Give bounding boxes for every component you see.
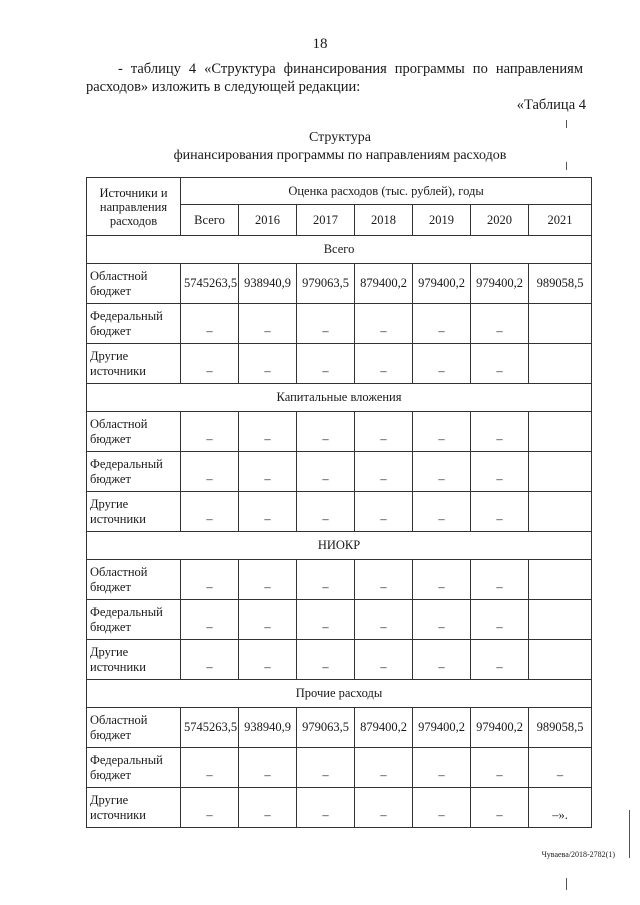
table-row <box>87 492 592 532</box>
value-cell <box>529 492 592 532</box>
scan-mark <box>566 878 567 890</box>
value-cell: – <box>471 600 529 640</box>
value-cell <box>529 412 592 452</box>
footer-code: Чуваева/2018-2782(1) <box>541 850 615 859</box>
value-cell: – <box>355 412 413 452</box>
table-row <box>87 560 592 600</box>
value-cell: – <box>355 492 413 532</box>
section-title: Всего <box>87 236 592 264</box>
value-cell: – <box>413 600 471 640</box>
year-column-header: 2016 <box>239 205 297 236</box>
value-cell: – <box>355 788 413 828</box>
year-column-header: 2017 <box>297 205 355 236</box>
value-cell: – <box>413 452 471 492</box>
value-cell: – <box>413 640 471 680</box>
table-row <box>87 708 592 748</box>
value-cell: 938940,9 <box>239 264 297 304</box>
value-cell: – <box>355 640 413 680</box>
value-cell: – <box>355 560 413 600</box>
row-label: Областной бюджет <box>87 412 181 452</box>
value-cell: – <box>413 304 471 344</box>
value-cell: – <box>413 344 471 384</box>
financing-table <box>86 177 592 828</box>
value-cell: 979400,2 <box>471 708 529 748</box>
value-cell: – <box>471 412 529 452</box>
value-cell <box>529 560 592 600</box>
row-label: Областной бюджет <box>87 708 181 748</box>
value-cell: 879400,2 <box>355 264 413 304</box>
value-cell: – <box>471 492 529 532</box>
section-title: НИОКР <box>87 532 592 560</box>
table-reference: «Таблица 4 <box>516 97 586 113</box>
row-label: Областной бюджет <box>87 560 181 600</box>
scan-mark <box>566 120 567 128</box>
value-cell: – <box>471 304 529 344</box>
table-row <box>87 452 592 492</box>
value-cell: 5745263,5 <box>181 264 239 304</box>
value-cell: – <box>239 640 297 680</box>
value-cell: – <box>181 600 239 640</box>
value-cell: – <box>297 560 355 600</box>
value-cell: – <box>239 748 297 788</box>
value-cell: 989058,5 <box>529 708 592 748</box>
page-number: 18 <box>312 36 328 52</box>
value-cell: – <box>297 412 355 452</box>
value-cell <box>529 452 592 492</box>
value-cell: – <box>181 748 239 788</box>
value-cell: – <box>181 452 239 492</box>
table-row <box>87 344 592 384</box>
value-cell: – <box>471 640 529 680</box>
value-cell: – <box>529 748 592 788</box>
value-cell: – <box>297 748 355 788</box>
value-cell: – <box>297 600 355 640</box>
value-cell: – <box>355 600 413 640</box>
value-cell: 979400,2 <box>471 264 529 304</box>
year-column-header: Всего <box>181 205 239 236</box>
section-row <box>87 680 592 708</box>
table-row <box>87 412 592 452</box>
value-cell: – <box>413 748 471 788</box>
value-cell: –». <box>529 788 592 828</box>
value-cell: – <box>181 640 239 680</box>
value-cell: – <box>297 492 355 532</box>
table-row <box>87 304 592 344</box>
row-label: Другие источники <box>87 492 181 532</box>
value-cell: – <box>239 452 297 492</box>
section-row <box>87 532 592 560</box>
table-title-line-1: Структура <box>308 130 372 145</box>
value-cell: – <box>413 560 471 600</box>
table-row <box>87 640 592 680</box>
row-label: Федеральный бюджет <box>87 748 181 788</box>
value-cell: – <box>297 788 355 828</box>
year-column-header: 2021 <box>529 205 592 236</box>
scan-mark <box>566 162 567 170</box>
table-row <box>87 748 592 788</box>
value-cell: – <box>181 492 239 532</box>
value-cell: – <box>181 788 239 828</box>
value-cell: 979063,5 <box>297 708 355 748</box>
source-column-header: Источники и направления расходов <box>87 178 181 236</box>
value-cell: – <box>297 640 355 680</box>
value-cell: 979400,2 <box>413 708 471 748</box>
row-label: Другие источники <box>87 788 181 828</box>
value-cell: – <box>239 600 297 640</box>
section-title: Капитальные вложения <box>87 384 592 412</box>
value-cell: – <box>239 492 297 532</box>
value-cell <box>529 600 592 640</box>
year-column-header: 2019 <box>413 205 471 236</box>
value-cell: – <box>297 344 355 384</box>
value-cell: 979400,2 <box>413 264 471 304</box>
row-label: Федеральный бюджет <box>87 304 181 344</box>
intro-paragraph: - таблицу 4 «Структура финансирования программы по направлениям расходов» изложить в следующей редакции: <box>86 61 583 95</box>
value-cell: – <box>181 304 239 344</box>
value-cell: – <box>471 452 529 492</box>
value-cell: – <box>355 748 413 788</box>
table-row <box>87 788 592 828</box>
year-column-header: 2018 <box>355 205 413 236</box>
value-cell: – <box>413 412 471 452</box>
table-title-line-2: финансирования программы по направлениям расходов <box>173 148 507 163</box>
value-cell: – <box>181 344 239 384</box>
value-cell: – <box>355 304 413 344</box>
table-body <box>87 236 592 828</box>
scan-mark <box>629 810 630 858</box>
value-cell: 979063,5 <box>297 264 355 304</box>
value-cell: 989058,5 <box>529 264 592 304</box>
table-header-row <box>87 178 592 205</box>
value-cell: – <box>297 452 355 492</box>
value-cell: – <box>413 492 471 532</box>
value-cell: 879400,2 <box>355 708 413 748</box>
table-row <box>87 600 592 640</box>
section-row <box>87 236 592 264</box>
value-cell <box>529 304 592 344</box>
value-cell <box>529 640 592 680</box>
value-cell: 938940,9 <box>239 708 297 748</box>
row-label: Федеральный бюджет <box>87 600 181 640</box>
value-cell: – <box>239 788 297 828</box>
section-title: Прочие расходы <box>87 680 592 708</box>
section-row <box>87 384 592 412</box>
value-cell: – <box>297 304 355 344</box>
value-cell: – <box>471 748 529 788</box>
value-cell: – <box>181 412 239 452</box>
value-cell: – <box>355 344 413 384</box>
row-label: Другие источники <box>87 344 181 384</box>
value-cell: – <box>239 304 297 344</box>
year-column-header: 2020 <box>471 205 529 236</box>
value-cell: 5745263,5 <box>181 708 239 748</box>
row-label: Другие источники <box>87 640 181 680</box>
value-cell: – <box>239 412 297 452</box>
row-label: Областной бюджет <box>87 264 181 304</box>
value-cell: – <box>239 344 297 384</box>
value-cell: – <box>471 560 529 600</box>
value-cell: – <box>181 560 239 600</box>
value-cell: – <box>355 452 413 492</box>
table-title <box>0 129 640 165</box>
value-cell: – <box>471 788 529 828</box>
value-cell: – <box>471 344 529 384</box>
value-cell: – <box>239 560 297 600</box>
estimate-column-header: Оценка расходов (тыс. рублей), годы <box>181 178 592 205</box>
row-label: Федеральный бюджет <box>87 452 181 492</box>
value-cell <box>529 344 592 384</box>
value-cell: – <box>413 788 471 828</box>
table-row <box>87 264 592 304</box>
